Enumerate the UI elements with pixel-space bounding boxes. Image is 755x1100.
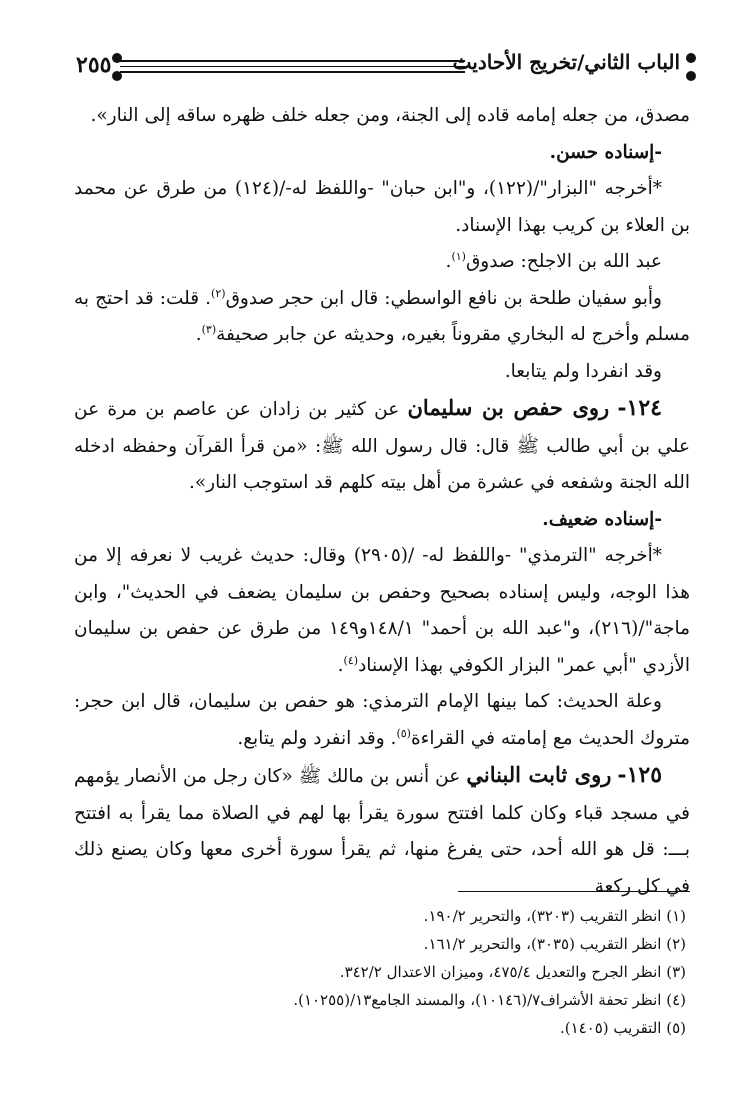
paragraph: وقد انفردا ولم يتابعا. <box>504 360 662 382</box>
footnote-ref[interactable]: (١) <box>451 249 466 263</box>
hadith-number: ١٢٥- <box>617 762 663 788</box>
footnote-item: (٥) التقريب (١٤٠٥). <box>559 1019 686 1037</box>
footnote-separator <box>458 891 690 892</box>
page-header <box>60 46 700 90</box>
chapter-title: الباب الثاني/تخريج الأحاديث <box>452 50 680 74</box>
footnote-item: (١) انظر التقريب (٣٢٠٣)، والتحرير ١٩٠/٢. <box>423 907 686 925</box>
hadith-paragraph: ١٢٤- روى حفص بن سليمان عن كثير بن زادان عن عاصم بن مرة عن علي بن أبي طالب ﷺ قال: قال رسول الله ﷺ: «من قرأ القرآن وحفظه ادخله الله الجنة وشفعه في عشرة من أهل بيته كلهم قد استوجب النار». <box>74 395 690 493</box>
grading-heading: -إسناده حسن. <box>549 141 662 163</box>
header-rule <box>120 71 465 73</box>
paragraph: مصدق، من جعله إمامه قاده إلى الجنة، ومن جعله خلف ظهره ساقه إلى النار». <box>90 105 690 126</box>
footnote-ref[interactable]: (٥) <box>396 726 411 740</box>
grading-heading: -إسناده ضعيف. <box>542 508 662 530</box>
hadith-paragraph: ١٢٥- روى ثابت البناني عن أنس بن مالك ﷺ «كان رجل من الأنصار يؤمهم في مسجد قباء وكان كلما افتتح سورة يقرأ بها لهم في الصلاة مما يقرأ به افتتح بـــ: قل هو الله أحد، حتى يفرغ منها، ثم يقرأ سورة أخرى معها وكان يصنع ذلك في كل ركعة <box>74 762 690 897</box>
paragraph: *أخرجه "الترمذي" -واللفظ له- /(٢٩٠٥) وقال: حديث غريب لا نعرفه إلا من هذا الوجه، وليس إسناده بصحيح وحفص بن سليمان يضعف في الحديث"، وابن ماجة"/(٢١٦)، و"عبد الله بن أحمد" ١٤٨/١و١٤٩ من طرق عن حفص بن سليمان الأزدي "أبي عمر" البزار الكوفي بهذا الإسناد$^{(٤)}$. <box>74 545 690 676</box>
paragraph: *أخرجه "البزار"/(١٢٢)، و"ابن حبان" -واللفظ له-/(١٢٤) من طرق عن محمد بن العلاء بن كريب بهذا الإسناد. <box>74 178 690 236</box>
footnote-item: (٢) انظر التقريب (٣٠٣٥)، والتحرير ١٦١/٢. <box>423 935 686 953</box>
header-rule <box>120 66 465 67</box>
paragraph: وعلة الحديث: كما بينها الإمام الترمذي: هو حفص بن سليمان، قال ابن حجر: متروك الحديث مع إمامته في القراءة$^{(٥)}$. وقد انفرد ولم يتابع. <box>74 691 690 749</box>
ornament-dot <box>686 53 696 63</box>
footnote-item: (٤) انظر تحفة الأشراف٧/(١٠١٤٦)، والمسند الجامع١٣/(١٠٢٥٥). <box>293 991 686 1009</box>
footnote-item: (٣) انظر الجرح والتعديل ٤٧٥/٤، وميزان الاعتدال ٣٤٢/٢. <box>339 963 686 981</box>
hadith-number: ١٢٤- <box>617 395 662 421</box>
narrator-name: روى ثابت البناني <box>466 762 612 787</box>
ornament-dot <box>686 71 696 81</box>
narrator-name: روى حفص بن سليمان <box>407 395 610 420</box>
footnote-ref[interactable]: (٤) <box>343 653 359 667</box>
page-number: ٢٥٥ <box>76 52 112 78</box>
footnote-ref[interactable]: (٢) <box>211 286 226 300</box>
footnotes <box>74 902 690 1042</box>
page-body <box>74 98 690 905</box>
header-rule <box>120 60 465 62</box>
footnote-ref[interactable]: (٣) <box>201 322 217 336</box>
paragraph: عبد الله بن الاجلح: صدوق$^{(١)}$. <box>445 249 662 272</box>
paragraph: وأبو سفيان طلحة بن نافع الواسطي: قال ابن حجر صدوق$^{(٢)}$. قلت: قد احتج به مسلم وأخرج له البخاري مقروناً بغيره، وحديثه عن جابر صحيفة$^{(٣)}$. <box>74 286 690 345</box>
